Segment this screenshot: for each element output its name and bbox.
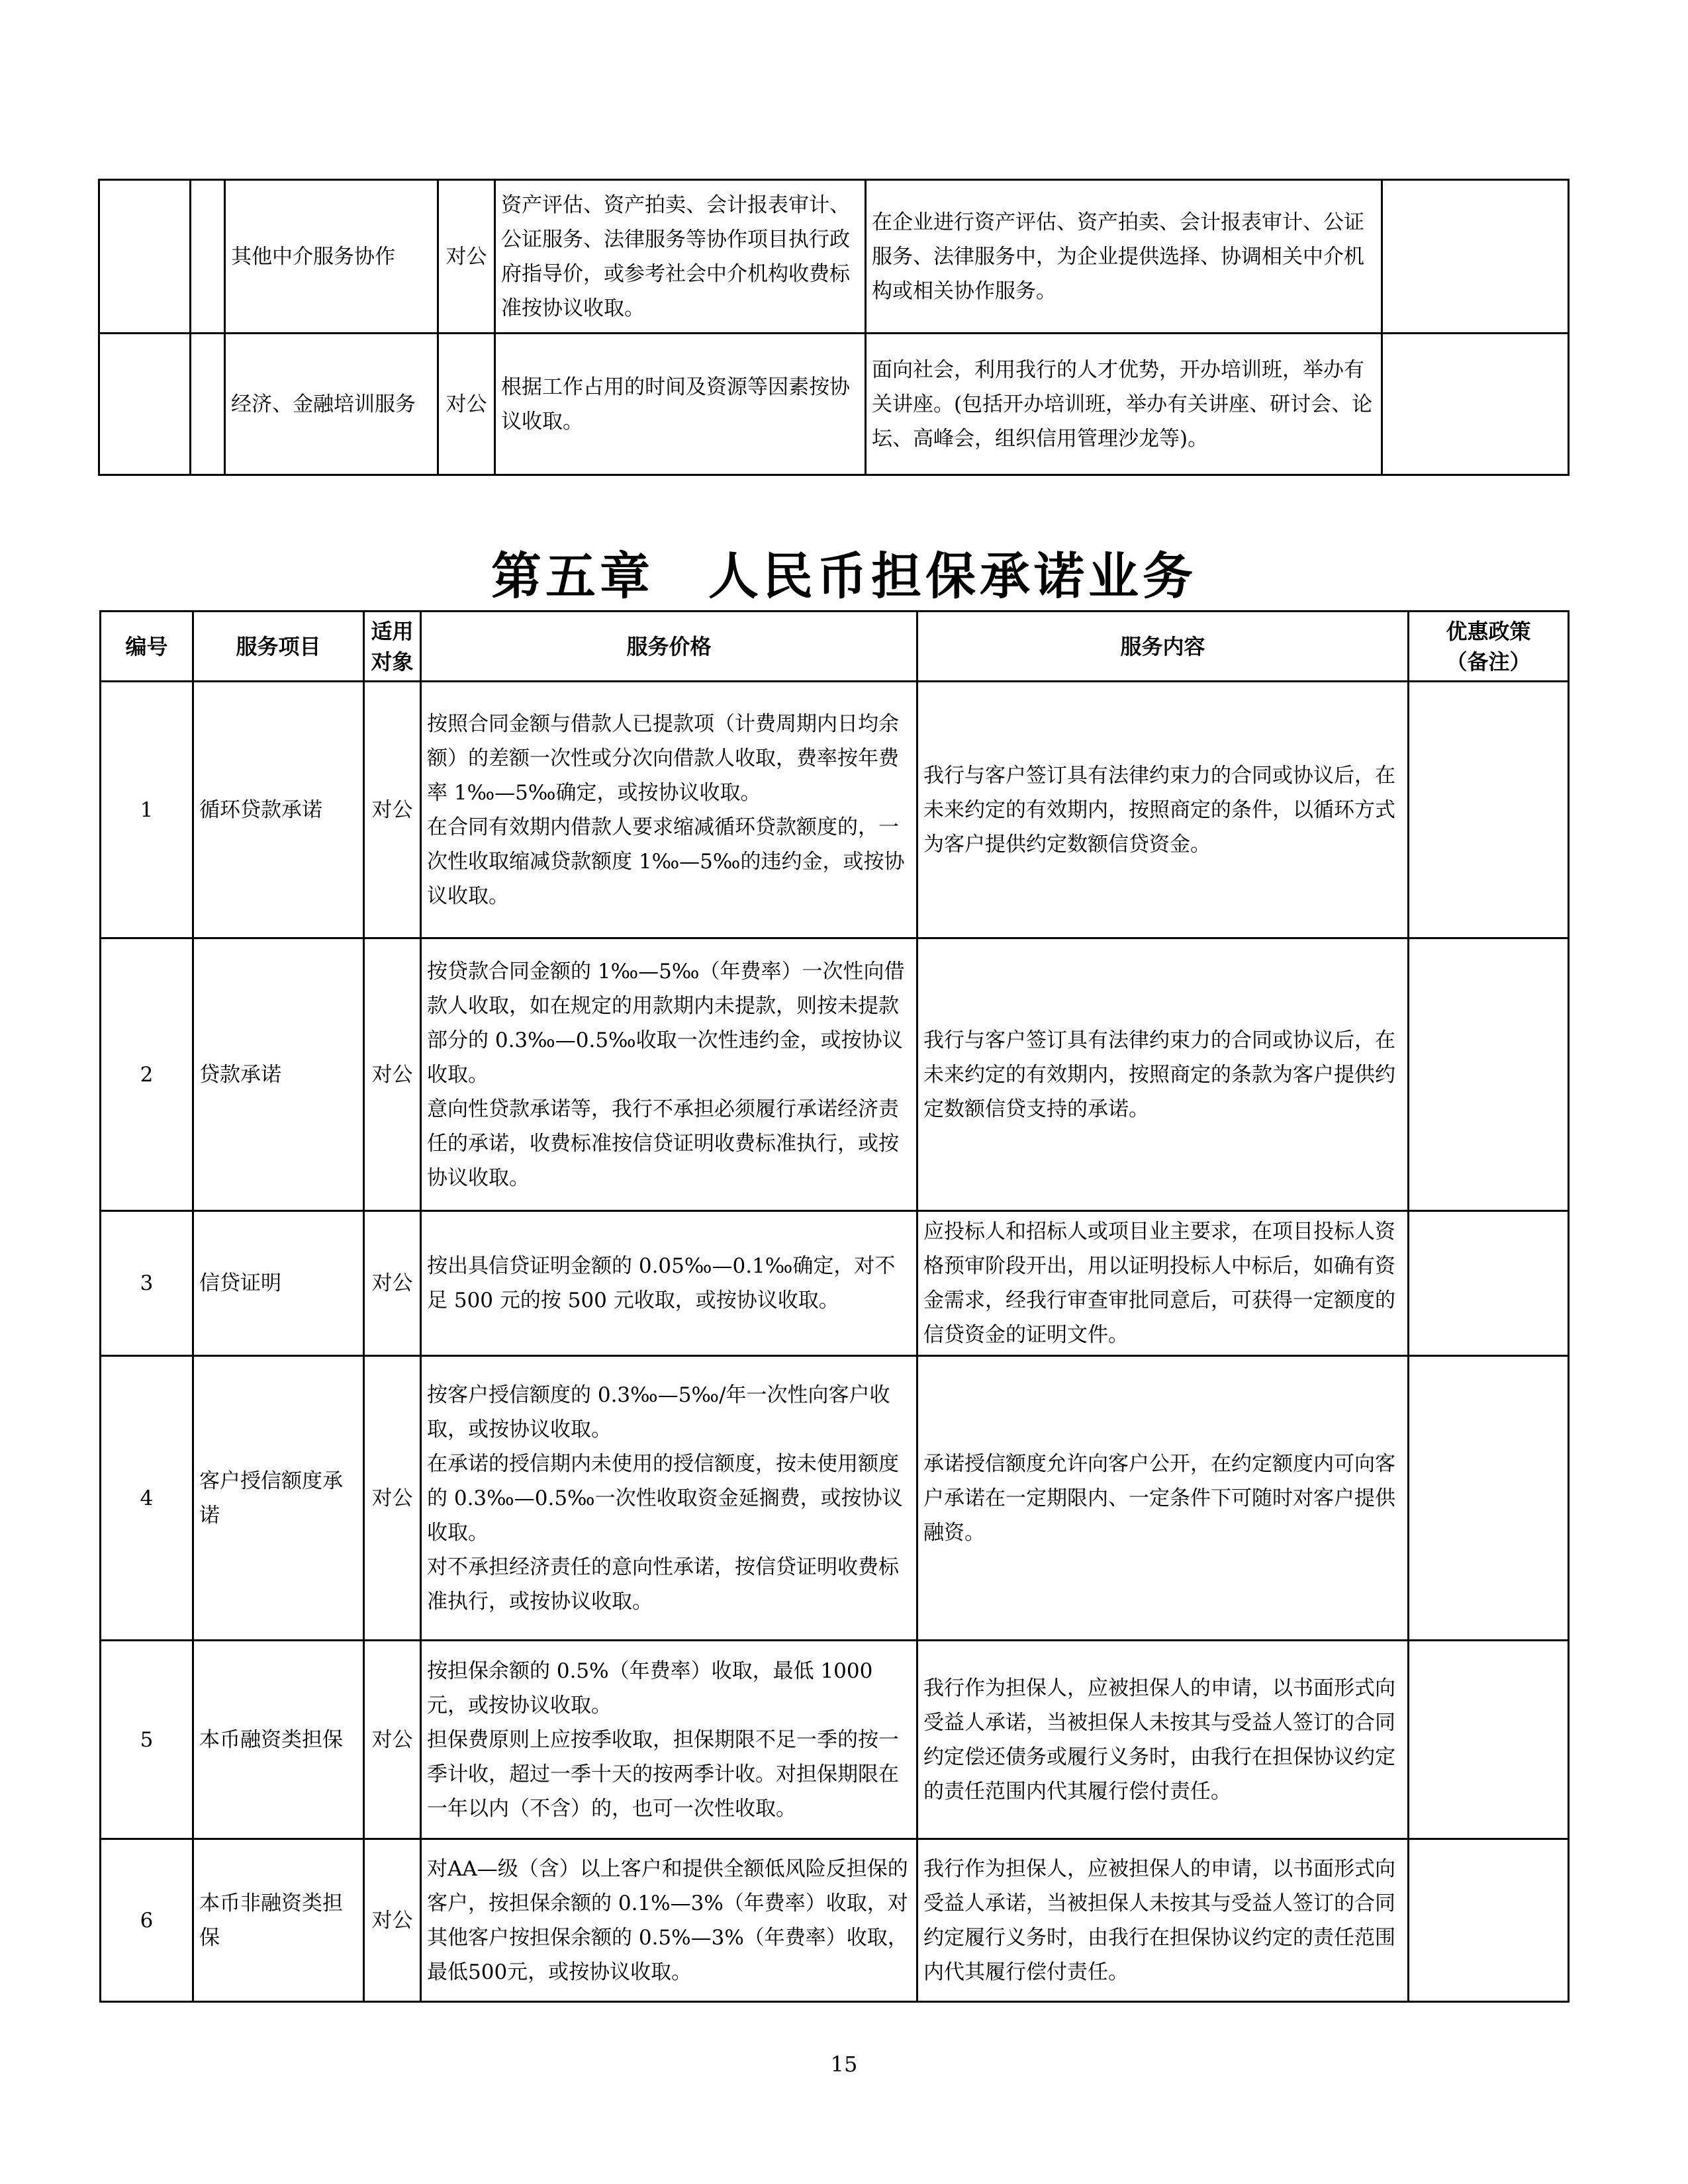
service-target: 对公 <box>438 180 495 334</box>
service-price: 资产评估、资产拍卖、会计报表审计、公证服务、法律服务等协作项目执行政府指导价，或参考社会中介机构收费标准按协议收取。 <box>495 180 866 334</box>
table-row <box>101 1641 1569 1839</box>
service-item: 循环贷款承诺 <box>193 682 364 938</box>
service-policy <box>1409 938 1569 1211</box>
table-row <box>101 938 1569 1211</box>
service-policy <box>1409 1839 1569 2002</box>
service-content: 应投标人和招标人或项目业主要求，在项目投标人资格预审阶段开出，用以证明投标人中标后，如确有资金需求，经我行审查审批同意后，可获得一定额度的信贷资金的证明文件。 <box>917 1211 1409 1356</box>
price-paragraph: 按照合同金额与借款人已提款项（计费周期内日均余额）的差额一次性或分次向借款人收取，费率按年费率 1‰—5‰确定，或按协议收取。 <box>427 711 899 805</box>
price-paragraph: 对AA—级（含）以上客户和提供全额低风险反担保的客户，按担保余额的 0.1%—3%（年费率）收取，对其他客户按担保余额的 0.5%—3%（年费率）收取，最低500元，或按协议收取。 <box>427 1856 908 1984</box>
table-row <box>101 1211 1569 1356</box>
header-number: 编号 <box>101 612 193 682</box>
header-policy-line2: （备注） <box>1446 649 1531 674</box>
service-target: 对公 <box>364 1641 421 1839</box>
continued-fee-table <box>98 179 1570 476</box>
table-row <box>101 1839 1569 2002</box>
service-price: 根据工作占用的时间及资源等因素按协议收取。 <box>495 334 866 475</box>
page-number: 15 <box>830 2052 858 2077</box>
service-price <box>421 1641 917 1839</box>
price-paragraph: 按客户授信额度的 0.3‰—5‰/年一次性向客户收取，或按协议收取。 <box>427 1383 890 1441</box>
table-header-row <box>101 612 1569 682</box>
service-content: 我行作为担保人，应被担保人的申请，以书面形式向受益人承诺，当被担保人未按其与受益人签订的合同约定偿还债务或履行义务时，由我行在担保协议约定的责任范围内代其履行偿付责任。 <box>917 1641 1409 1839</box>
service-item: 经济、金融培训服务 <box>225 334 438 475</box>
service-item: 客户授信额度承诺 <box>193 1356 364 1641</box>
service-item: 本币非融资类担保 <box>193 1839 364 2002</box>
price-paragraph: 担保费原则上应按季收取，担保期限不足一季的按一季计收，超过一季十天的按两季计收。对担保期限在一年以内（不含）的，也可一次性收取。 <box>427 1727 899 1821</box>
service-content: 我行与客户签订具有法律约束力的合同或协议后，在未来约定的有效期内，按照商定的条件，以循环方式为客户提供约定数额信贷资金。 <box>917 682 1409 938</box>
header-target-line1: 适用 <box>371 618 414 644</box>
header-target-line2: 对象 <box>371 649 414 674</box>
price-paragraph: 在合同有效期内借款人要求缩减循环贷款额度的，一次性收取缩减贷款额度 1‰—5‰的违约金，或按协议收取。 <box>427 815 905 908</box>
header-content: 服务内容 <box>917 612 1409 682</box>
row-number: 2 <box>101 938 193 1211</box>
service-content: 在企业进行资产评估、资产拍卖、会计报表审计、公证服务、法律服务中，为企业提供选择、协调相关中介机构或相关协作服务。 <box>866 180 1382 334</box>
empty-cell <box>99 334 191 475</box>
service-price <box>421 1839 917 2002</box>
chapter-title: 第五章 人民币担保承诺业务 <box>491 547 1197 606</box>
header-price: 服务价格 <box>421 612 917 682</box>
service-policy <box>1409 1356 1569 1641</box>
empty-cell <box>99 180 191 334</box>
price-paragraph: 对不承担经济责任的意向性承诺，按信贷证明收费标准执行，或按协议收取。 <box>427 1555 899 1614</box>
service-target: 对公 <box>364 938 421 1211</box>
service-content: 我行与客户签订具有法律约束力的合同或协议后，在未来约定的有效期内，按照商定的条款为客户提供约定数额信贷支持的承诺。 <box>917 938 1409 1211</box>
empty-cell <box>191 334 225 475</box>
header-target <box>364 612 421 682</box>
service-policy <box>1382 180 1569 334</box>
price-paragraph: 按担保余额的 0.5%（年费率）收取，最低 1000 元，或按协议收取。 <box>427 1659 873 1717</box>
guarantee-fee-table <box>99 610 1570 2003</box>
price-paragraph: 按出具信贷证明金额的 0.05‰—0.1‰确定，对不足 500 元的按 500 元收取，或按协议收取。 <box>427 1254 896 1312</box>
table-row <box>99 180 1569 334</box>
service-policy <box>1382 334 1569 475</box>
service-item: 信贷证明 <box>193 1211 364 1356</box>
service-policy <box>1409 1641 1569 1839</box>
service-target: 对公 <box>438 334 495 475</box>
service-policy <box>1409 682 1569 938</box>
header-item: 服务项目 <box>193 612 364 682</box>
price-paragraph: 在承诺的授信期内未使用的授信额度，按未使用额度的 0.3‰—0.5‰一次性收取资金延搁费，或按协议收取。 <box>427 1451 903 1545</box>
service-price <box>421 938 917 1211</box>
row-number: 5 <box>101 1641 193 1839</box>
service-item: 贷款承诺 <box>193 938 364 1211</box>
service-item: 其他中介服务协作 <box>225 180 438 334</box>
row-number: 1 <box>101 682 193 938</box>
service-price <box>421 1356 917 1641</box>
service-policy <box>1409 1211 1569 1356</box>
header-policy <box>1409 612 1569 682</box>
row-number: 4 <box>101 1356 193 1641</box>
service-target: 对公 <box>364 1211 421 1356</box>
row-number: 6 <box>101 1839 193 2002</box>
service-target: 对公 <box>364 1839 421 2002</box>
service-content: 我行作为担保人，应被担保人的申请，以书面形式向受益人承诺，当被担保人未按其与受益人签订的合同约定履行义务时，由我行在担保协议约定的责任范围内代其履行偿付责任。 <box>917 1839 1409 2002</box>
service-target: 对公 <box>364 682 421 938</box>
service-content: 承诺授信额度允许向客户公开，在约定额度内可向客户承诺在一定期限内、一定条件下可随时对客户提供融资。 <box>917 1356 1409 1641</box>
service-target: 对公 <box>364 1356 421 1641</box>
table-row <box>101 1356 1569 1641</box>
header-policy-line1: 优惠政策 <box>1446 618 1531 644</box>
price-paragraph: 意向性贷款承诺等，我行不承担必须履行承诺经济责任的承诺，收费标准按信贷证明收费标准执行，或按协议收取。 <box>427 1097 899 1190</box>
empty-cell <box>191 180 225 334</box>
table-row <box>99 334 1569 475</box>
service-content: 面向社会，利用我行的人才优势，开办培训班，举办有关讲座。(包括开办培训班，举办有关讲座、研讨会、论坛、高峰会，组织信用管理沙龙等)。 <box>866 334 1382 475</box>
service-item: 本币融资类担保 <box>193 1641 364 1839</box>
row-number: 3 <box>101 1211 193 1356</box>
service-price <box>421 682 917 938</box>
price-paragraph: 按贷款合同金额的 1‰—5‰（年费率）一次性向借款人收取，如在规定的用款期内未提款，则按未提款部分的 0.3‰—0.5‰收取一次性违约金，或按协议收取。 <box>427 959 905 1087</box>
service-price <box>421 1211 917 1356</box>
table-row <box>101 682 1569 938</box>
